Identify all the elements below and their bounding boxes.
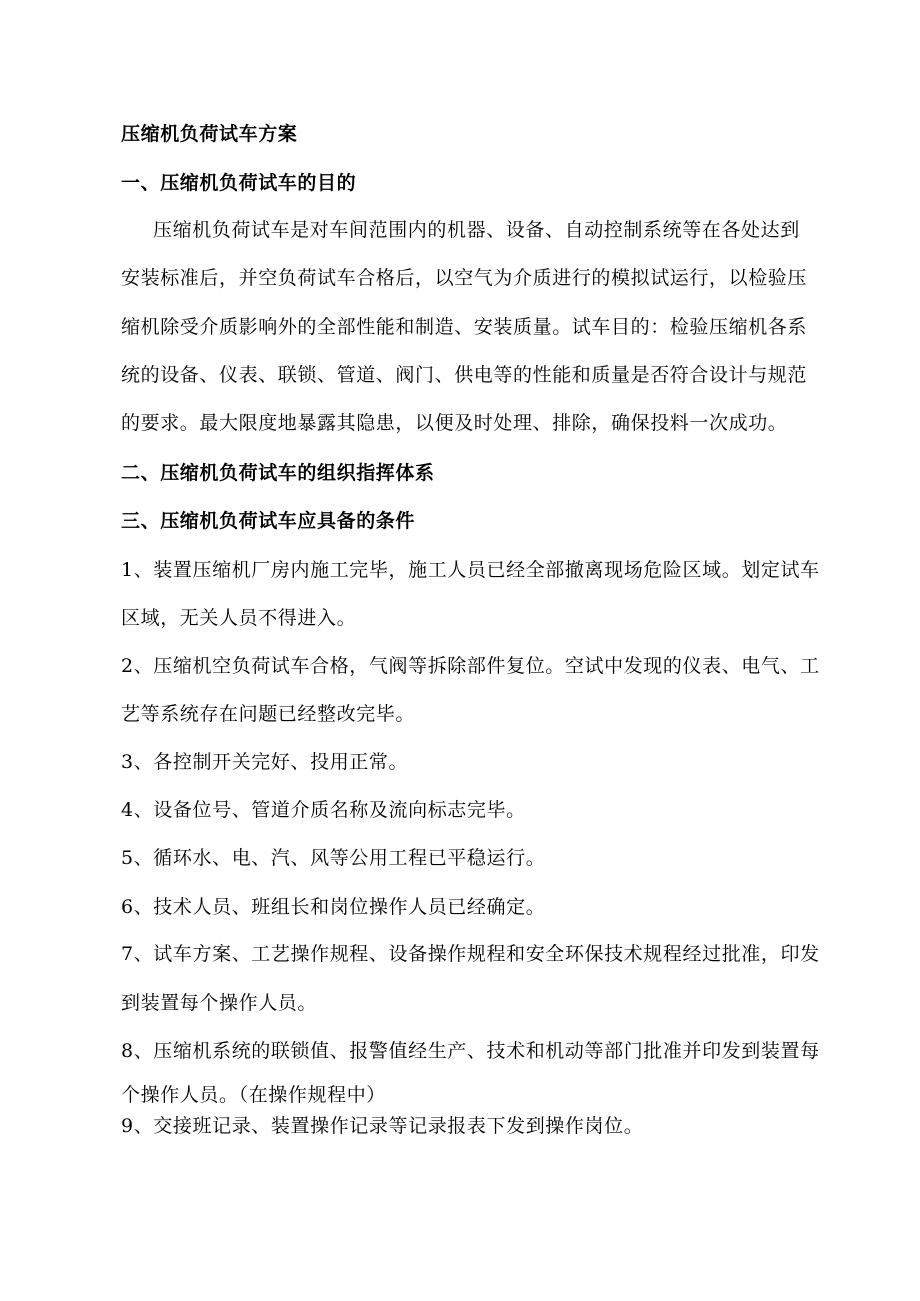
condition-item: 7、试车方案、工艺操作规程、设备操作规程和安全环保技术规程经过批准，印发 <box>121 943 820 965</box>
section-1-line: 缩机除受介质影响外的全部性能和制造、安装质量。试车目的：检验压缩机各系 <box>121 316 808 338</box>
condition-item: 到装置每个操作人员。 <box>121 992 318 1014</box>
condition-item: 个操作人员。（在操作规程中） <box>121 1084 386 1106</box>
condition-item: 2、压缩机空负荷试车合格，气阀等拆除部件复位。空试中发现的仪表、电气、工 <box>121 655 820 677</box>
section-1-line: 统的设备、仪表、联锁、管道、阀门、供电等的性能和质量是否符合设计与规范 <box>121 364 808 386</box>
section-1-heading: 一、压缩机负荷试车的目的 <box>121 172 357 194</box>
section-2-heading: 二、压缩机负荷试车的组织指挥体系 <box>121 462 435 484</box>
condition-item: 5、循环水、电、汽、风等公用工程已平稳运行。 <box>121 847 546 869</box>
condition-item: 4、设备位号、管道介质名称及流向标志完毕。 <box>121 799 526 821</box>
section-1-line: 安装标准后，并空负荷试车合格后，以空气为介质进行的模拟试运行，以检验压 <box>121 267 808 289</box>
condition-item: 1、装置压缩机厂房内施工完毕，施工人员已经全部撤离现场危险区域。划定试车 <box>121 559 820 581</box>
condition-item: 6、技术人员、班组长和岗位操作人员已经确定。 <box>121 896 546 918</box>
condition-item: 3、各控制开关完好、投用正常。 <box>121 751 409 773</box>
condition-item: 区域，无关人员不得进入。 <box>121 607 357 629</box>
section-1-line: 压缩机负荷试车是对车间范围内的机器、设备、自动控制系统等在各处达到 <box>153 219 800 241</box>
condition-item: 8、压缩机系统的联锁值、报警值经生产、技术和机动等部门批准并印发到装置每 <box>121 1040 820 1062</box>
condition-item: 艺等系统存在问题已经整改完毕。 <box>121 703 416 725</box>
section-1-line: 的要求。最大限度地暴露其隐患，以便及时处理、排除，确保投料一次成功。 <box>121 412 788 434</box>
section-3-heading: 三、压缩机负荷试车应具备的条件 <box>121 510 416 532</box>
document-title: 压缩机负荷试车方案 <box>121 123 298 145</box>
condition-item: 9、交接班记录、装置操作记录等记录报表下发到操作岗位。 <box>121 1115 644 1137</box>
